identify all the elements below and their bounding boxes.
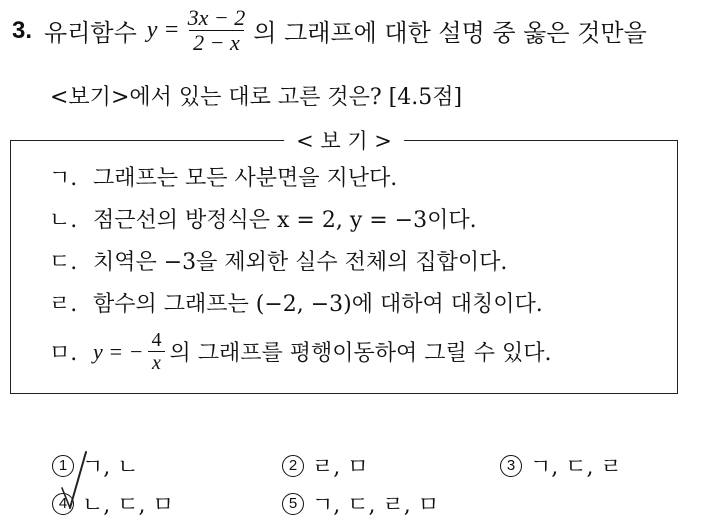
choice-number: 3 [500, 455, 522, 477]
fraction-denominator: 2 − x [189, 30, 244, 55]
choice-number: 5 [282, 493, 304, 515]
item-text: 점근선의 방정식은 x = 2, y = −3이다. [93, 208, 477, 233]
choice-text: ㄱ, ㄷ, ㄹ, ㅁ [312, 493, 439, 518]
item-text: 의 그래프를 평행이동하여 그릴 수 있다. [169, 341, 552, 366]
item-lhs: y = − [93, 338, 144, 364]
question-line-1 [12, 6, 647, 55]
box-item-5 [49, 329, 551, 374]
choice-5[interactable] [282, 488, 439, 519]
box-item-4 [49, 287, 543, 318]
item-fraction-denominator: x [148, 351, 165, 374]
item-fraction [147, 329, 165, 374]
handwritten-slash-mark [56, 448, 92, 514]
item-text: 치역은 −3을 제외한 실수 전체의 집합이다. [93, 250, 508, 275]
question-text-after: 의 그래프에 대한 설명 중 옳은 것만을 [253, 19, 647, 47]
choice-number: 1 [52, 455, 74, 477]
choice-text: ㄱ, ㄴ [82, 455, 139, 480]
choice-number: 2 [282, 455, 304, 477]
question-number: 3. [12, 16, 33, 44]
box-item-2 [49, 203, 477, 234]
choice-number: 4 [52, 493, 74, 515]
box-item-1 [49, 161, 397, 192]
item-mark: ㅁ. [49, 341, 78, 366]
choice-3[interactable] [500, 450, 622, 481]
item-mark: ㄷ. [49, 250, 78, 275]
item-mark: ㄹ. [49, 292, 78, 317]
item-fraction-numerator: 4 [151, 329, 162, 351]
question-line-2: <보기>에서 있는 대로 고른 것은? [4.5점] [50, 85, 463, 110]
item-mark: ㄱ. [49, 166, 78, 191]
fraction-numerator: 3x − 2 [187, 5, 246, 30]
item-text: 그래프는 모든 사분면을 지난다. [93, 166, 398, 191]
function-fraction [184, 6, 250, 55]
function-lhs: y = [146, 17, 180, 43]
box-item-3 [49, 245, 507, 276]
choice-text: ㄴ, ㄷ, ㅁ [82, 493, 174, 518]
choice-text: ㄱ, ㄷ, ㄹ [530, 455, 622, 480]
item-mark: ㄴ. [49, 208, 78, 233]
choice-text: ㄹ, ㅁ [312, 455, 369, 480]
question-text-before: 유리함수 [44, 19, 137, 47]
box-title: < 보 기 > [284, 125, 404, 155]
choice-2[interactable] [282, 450, 369, 481]
item-text: 함수의 그래프는 (−2, −3)에 대하여 대칭이다. [93, 292, 543, 317]
example-box [10, 129, 678, 394]
